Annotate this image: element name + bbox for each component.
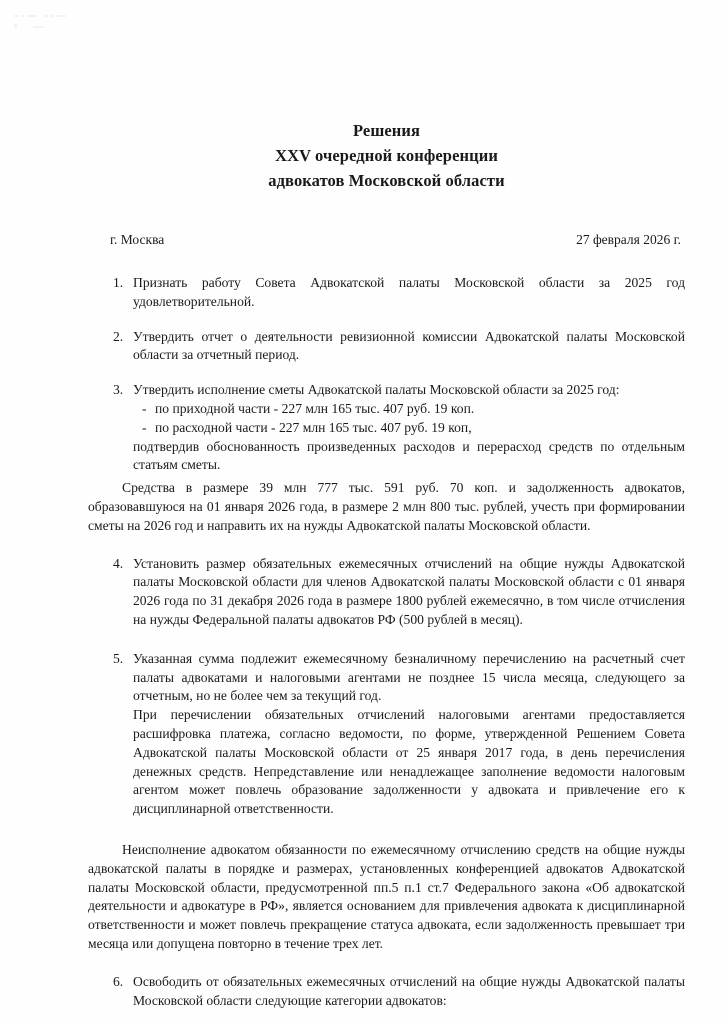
- decision-text-5: Указанная сумма подлежит ежемесячному безналичному перечислению на расчетный счет палаты адвокатами и налоговыми агентами не позднее 15 числа месяца, следующего за отчетным, но не более чем за текущий год.: [133, 650, 685, 704]
- scan-artifact: [14, 10, 76, 32]
- decision-item-2: [88, 328, 685, 366]
- decisions-list-end: [88, 973, 685, 1011]
- document-body: [88, 274, 685, 1010]
- document-meta: [88, 231, 685, 249]
- decision-item-1: [88, 274, 685, 312]
- decision-tail-3: подтвердив обоснованность произведенных расходов и перерасход средств по отдельным статьям сметы.: [133, 438, 685, 473]
- budget-sub-list: [133, 400, 685, 438]
- decision-number-4: 4.: [113, 555, 124, 571]
- decision-number-1: 1.: [113, 275, 124, 290]
- decision-item-6: [88, 973, 685, 1011]
- title-line-1: Решения: [352, 121, 421, 140]
- paragraph-non-fulfillment: Неисполнение адвокатом обязанности по ежемесячному отчислению средств на общие нужды адвокатской палаты в порядке и размерах, установленных конференцией адвокатов Адвокатской палаты Московской области, предусмотренной пп.5 п.1 ст.7 Федерального закона «Об адвокатской деятельности и адвокатуре в РФ», является основанием для привлечения адвоката к дисциплинарной ответственности и может повлечь прекращение статуса адвоката, если задолженность превышает три месяца или допущена повторно в течение трех лет.: [88, 841, 685, 951]
- decision-number-6: 6.: [113, 973, 124, 989]
- document-date: 27 февраля 2026 г.: [576, 232, 681, 247]
- decision-lead-3: Утвердить исполнение сметы Адвокатской палаты Московской области за 2025 год:: [133, 382, 620, 398]
- budget-line-expense-text: по расходной части - 227 млн 165 тыс. 407 руб. 19 коп,: [155, 419, 472, 435]
- title-line-3: адвокатов Московской области: [268, 171, 505, 190]
- decision-continuation-5: При перечислении обязательных отчислений налоговыми агентами предоставляется расшифровка платежа, согласно ведомости, по форме, утвержденной Решением Совета Адвокатской палаты Московской области от 25 января 2017 года, в день перечисления денежных средств. Непредставление или ненадлежащее заполнение ведомости налоговым агентом может повлечь образование задолженности у адвоката и привлечение его к дисциплинарной ответственности.: [133, 707, 685, 817]
- decision-text-4: Установить размер обязательных ежемесячных отчислений на общие нужды Адвокатской палаты Московской области для членов Адвокатской палаты Московской области с 01 января 2026 года по 31 декабря 2026 года в размере 1800 рублей ежемесячно, в том числе отчисления на нужды Федеральной палаты адвокатов РФ (500 рублей в месяц).: [133, 555, 685, 627]
- decision-item-4: [88, 555, 685, 630]
- decisions-list-continued: [88, 555, 685, 819]
- dash-marker-income: -: [142, 400, 147, 416]
- decisions-list: [88, 274, 685, 475]
- budget-line-income: [133, 400, 685, 419]
- paragraph-funds: Средства в размере 39 млн 777 тыс. 591 руб. 70 коп. и задолженность адвокатов, образовавшуюся на 01 января 2026 года, в размере 2 млн 800 тыс. рублей, учесть при формировании сметы на 2026 год и направить их на нужды Адвокатской палаты Московской области.: [88, 480, 685, 533]
- title-line-2: XXV очередной конференции: [275, 146, 498, 165]
- decision-text-6: Освободить от обязательных ежемесячных отчислений на общие нужды Адвокатской палаты Московской области следующие категории адвокатов:: [133, 973, 685, 1008]
- document-title: [88, 118, 685, 193]
- decision-text-2: Утвердить отчет о деятельности ревизионной комиссии Адвокатской палаты Московской области за отчетный период.: [133, 328, 685, 363]
- budget-line-income-text: по приходной части - 227 млн 165 тыс. 407 руб. 19 коп.: [155, 400, 475, 416]
- document-place: г. Москва: [110, 232, 165, 247]
- decision-text-1: Признать работу Совета Адвокатской палаты Московской области за 2025 год удовлетворительной.: [133, 275, 685, 309]
- document-content: [88, 0, 685, 1010]
- decision-number-5: 5.: [113, 650, 124, 666]
- decision-number-3: 3.: [113, 382, 124, 398]
- decision-number-2: 2.: [113, 328, 124, 344]
- budget-line-expense: [133, 419, 685, 438]
- decision-item-5: [88, 650, 685, 819]
- decision-item-3: [88, 381, 685, 475]
- dash-marker-expense: -: [142, 419, 147, 435]
